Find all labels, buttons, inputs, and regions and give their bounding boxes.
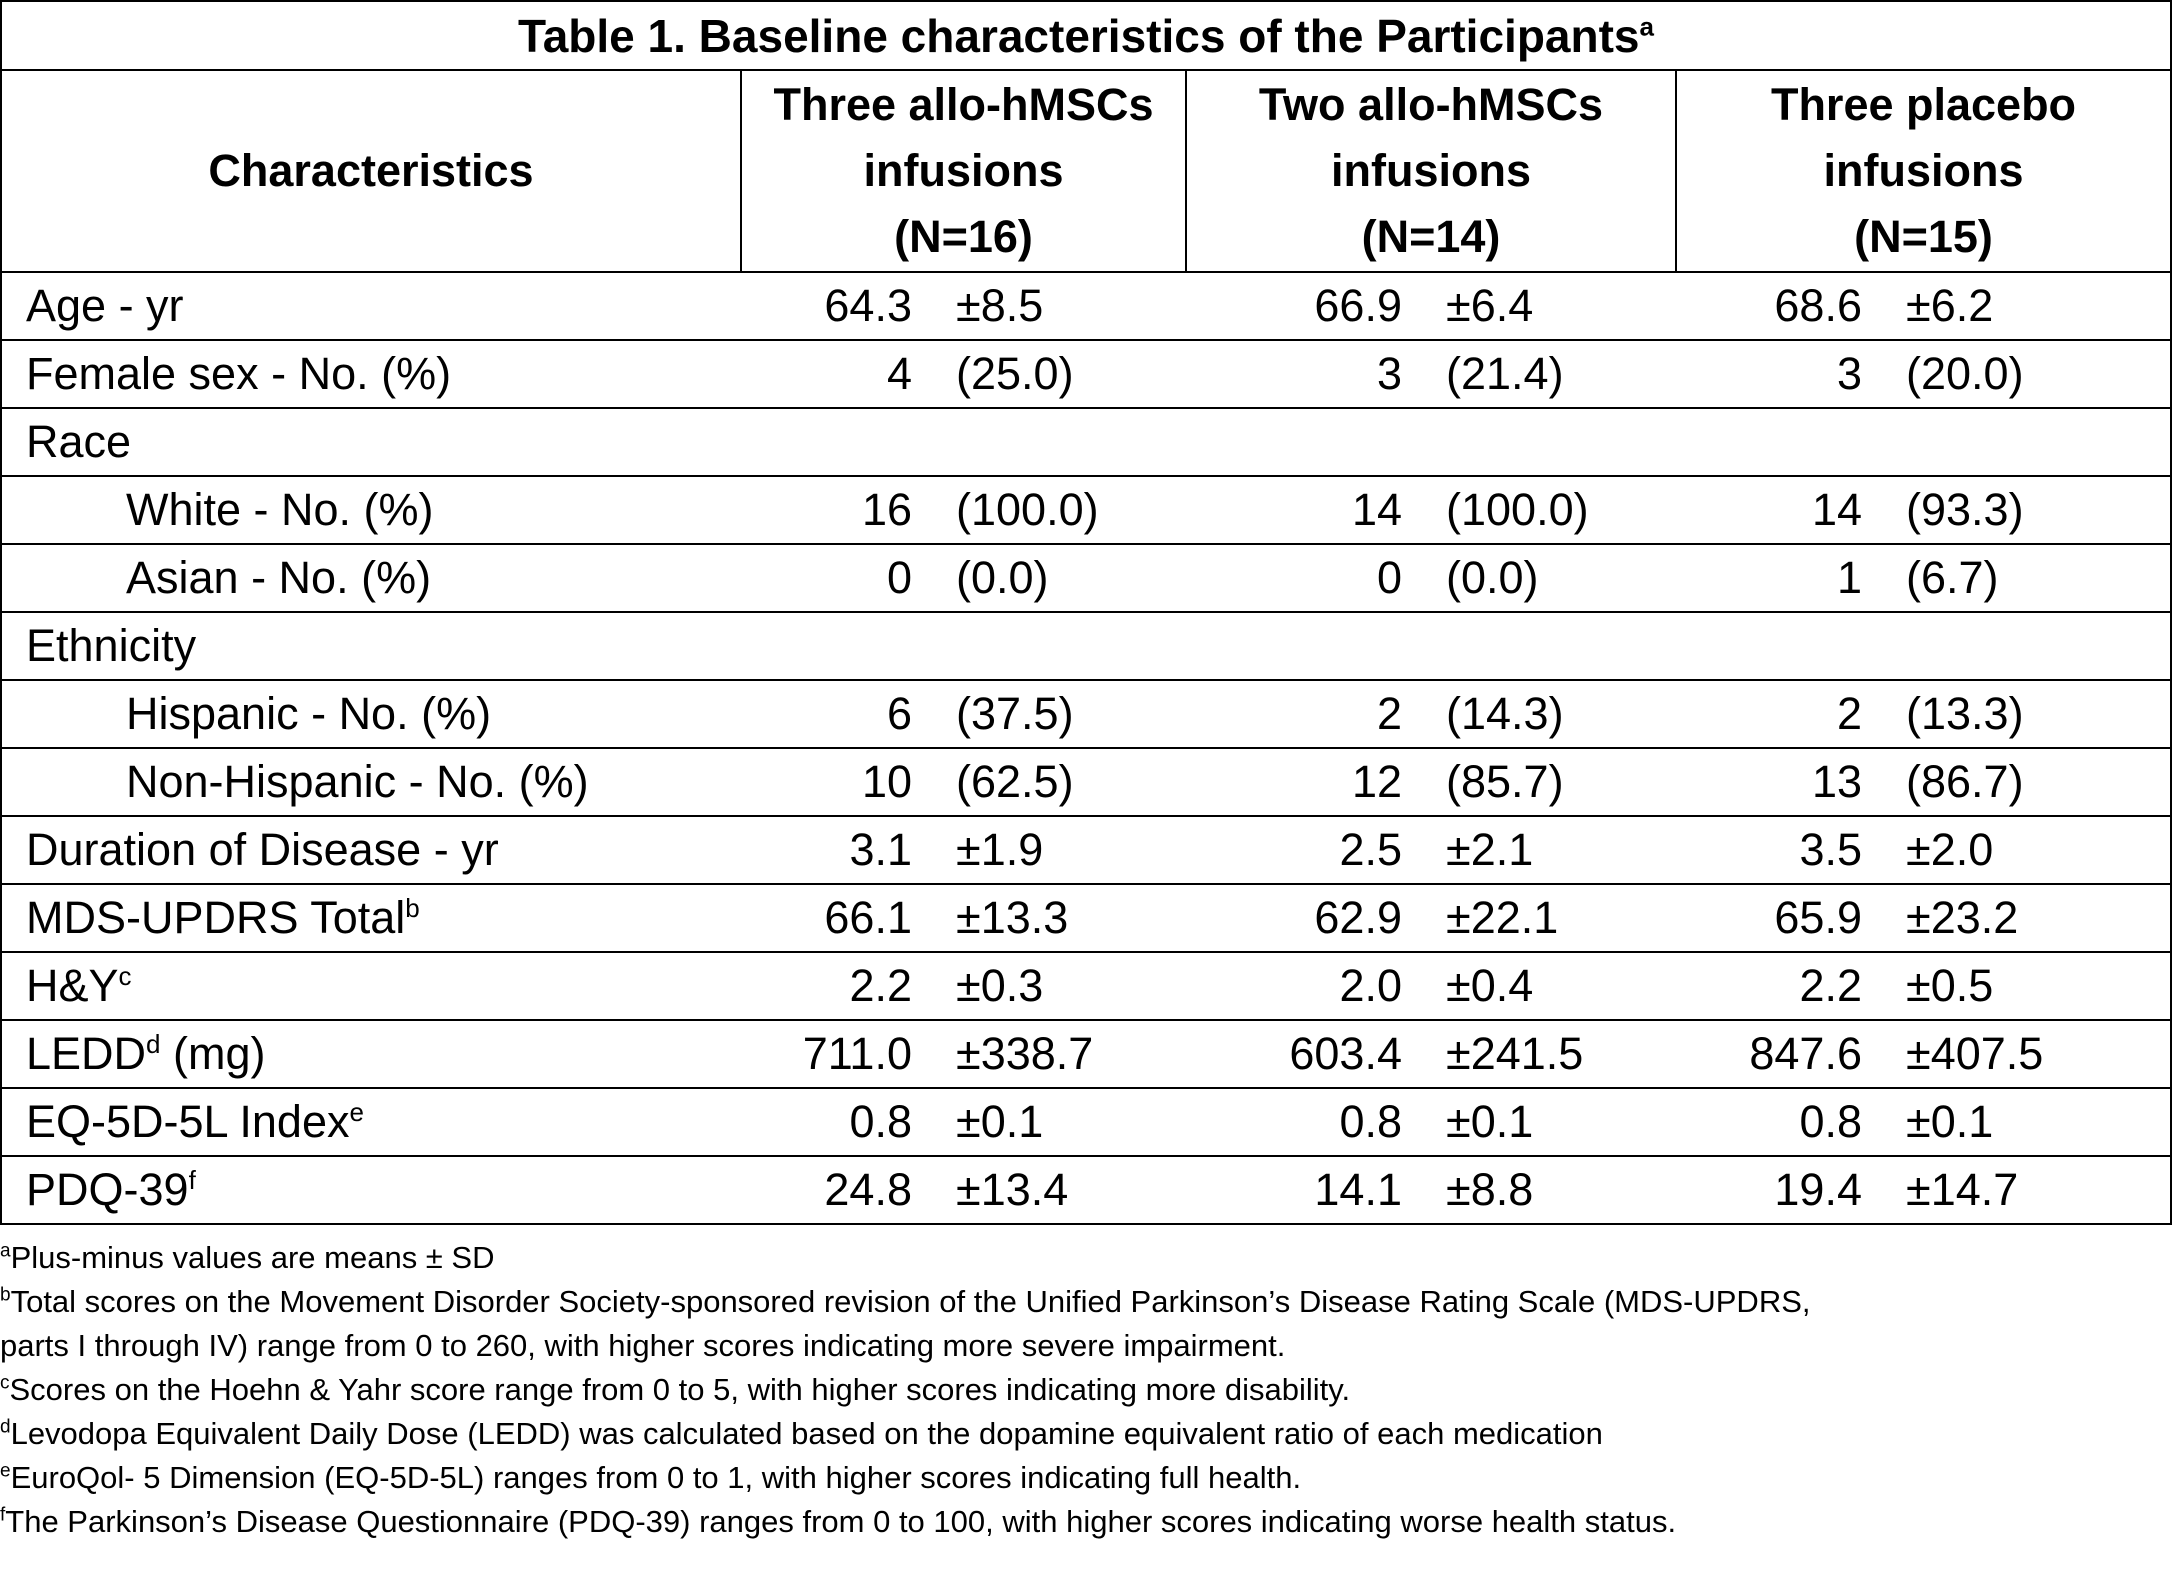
cell-value: 14 (1186, 476, 1446, 544)
cell-dispersion: ±14.7 (1906, 1156, 2171, 1224)
cell-dispersion: ±0.4 (1446, 952, 1676, 1020)
title-footnote-mark: a (1639, 11, 1654, 42)
table-row (1, 952, 2171, 1020)
cell-dispersion (956, 612, 1186, 680)
header-group-n: (N=15) (1854, 211, 1993, 262)
footnote-mark: a (0, 1240, 11, 1262)
row-label-suffix: (mg) (160, 1028, 266, 1079)
cell-value: 62.9 (1186, 884, 1446, 952)
cell-dispersion: ±13.4 (956, 1156, 1186, 1224)
cell-dispersion: ±8.5 (956, 272, 1186, 340)
cell-dispersion: ±1.9 (956, 816, 1186, 884)
cell-value: 1 (1676, 544, 1906, 612)
footnote-text: The Parkinson’s Disease Questionnaire (PDQ-39) ranges from 0 to 100, with higher scores indicating worse health status. (5, 1504, 1677, 1539)
footnote-mark: d (0, 1416, 11, 1438)
row-label (1, 408, 741, 476)
cell-value: 66.9 (1186, 272, 1446, 340)
cell-dispersion: (62.5) (956, 748, 1186, 816)
cell-dispersion (1906, 408, 2171, 476)
cell-dispersion: ±338.7 (956, 1020, 1186, 1088)
cell-value: 2.5 (1186, 816, 1446, 884)
header-group-line: Three allo-hMSCs (773, 79, 1154, 130)
table-row (1, 340, 2171, 408)
cell-value: 16 (741, 476, 956, 544)
cell-dispersion: ±0.1 (1906, 1088, 2171, 1156)
header-group-line: Two allo-hMSCs (1258, 79, 1604, 130)
table-row (1, 612, 2171, 680)
cell-value: 2.2 (741, 952, 956, 1020)
cell-value: 0.8 (1676, 1088, 1906, 1156)
header-group-three-allo (741, 70, 1186, 272)
footnote-mark: c (0, 1372, 10, 1394)
cell-dispersion: ±23.2 (1906, 884, 2171, 952)
row-label (1, 952, 741, 1020)
cell-dispersion: ±0.3 (956, 952, 1186, 1020)
cell-dispersion: ±2.0 (1906, 816, 2171, 884)
cell-value: 4 (741, 340, 956, 408)
row-label (1, 476, 741, 544)
cell-value: 10 (741, 748, 956, 816)
cell-dispersion: ±2.1 (1446, 816, 1676, 884)
cell-value: 0 (741, 544, 956, 612)
cell-value: 3.1 (741, 816, 956, 884)
header-characteristics (1, 70, 741, 272)
row-footnote-mark: b (405, 893, 420, 923)
row-label-text: Hispanic - No. (%) (126, 688, 492, 739)
row-label (1, 680, 741, 748)
table-title (1, 1, 2171, 70)
table-row (1, 680, 2171, 748)
cell-dispersion: ±0.1 (1446, 1088, 1676, 1156)
footnote (0, 1324, 2173, 1368)
cell-value (741, 408, 956, 476)
footnote-mark: b (0, 1284, 11, 1306)
cell-dispersion: (20.0) (1906, 340, 2171, 408)
cell-dispersion: ±407.5 (1906, 1020, 2171, 1088)
cell-value: 711.0 (741, 1020, 956, 1088)
cell-dispersion: ±241.5 (1446, 1020, 1676, 1088)
footnote (0, 1280, 2173, 1324)
row-label (1, 612, 741, 680)
cell-dispersion: (37.5) (956, 680, 1186, 748)
footnote (0, 1368, 2173, 1412)
table-row (1, 1020, 2171, 1088)
row-footnote-mark: f (188, 1165, 196, 1195)
cell-value: 19.4 (1676, 1156, 1906, 1224)
footnote-text: Plus-minus values are means ± SD (10, 1240, 495, 1275)
row-label-text: Ethnicity (26, 620, 197, 671)
cell-value: 2.2 (1676, 952, 1906, 1020)
row-footnote-mark: d (146, 1029, 161, 1059)
cell-value: 847.6 (1676, 1020, 1906, 1088)
row-label-text: Duration of Disease - yr (26, 824, 499, 875)
row-label (1, 272, 741, 340)
header-group-n: (N=14) (1361, 211, 1501, 262)
row-label (1, 816, 741, 884)
row-label (1, 340, 741, 408)
header-group-line: infusions (1331, 145, 1531, 196)
footnote-text: Total scores on the Movement Disorder Society-sponsored revision of the Unified Parkinson’s Disease Rating Scale (MDS-UPDRS, (10, 1284, 1811, 1319)
table-row (1, 476, 2171, 544)
cell-dispersion: (86.7) (1906, 748, 2171, 816)
cell-dispersion: ±13.3 (956, 884, 1186, 952)
table-row (1, 748, 2171, 816)
row-label-text: MDS-UPDRS Total (26, 892, 406, 943)
footnote-text: Levodopa Equivalent Daily Dose (LEDD) was calculated based on the dopamine equivalent ratio of each medication (10, 1416, 1603, 1451)
table-row (1, 816, 2171, 884)
cell-value: 13 (1676, 748, 1906, 816)
row-label-text: Asian - No. (%) (126, 552, 432, 603)
row-label (1, 1020, 741, 1088)
header-group-line: Three placebo (1770, 79, 2077, 130)
cell-dispersion: (93.3) (1906, 476, 2171, 544)
footnotes (0, 1236, 2173, 1544)
cell-dispersion: (100.0) (956, 476, 1186, 544)
cell-value: 3.5 (1676, 816, 1906, 884)
table-row (1, 1088, 2171, 1156)
cell-value: 12 (1186, 748, 1446, 816)
cell-value: 0 (1186, 544, 1446, 612)
row-label (1, 1156, 741, 1224)
footnote-text: parts I through IV) range from 0 to 260, with higher scores indicating more severe impairment. (0, 1328, 1286, 1363)
footnote (0, 1500, 2173, 1544)
footnote (0, 1236, 2173, 1280)
cell-value: 3 (1186, 340, 1446, 408)
cell-value: 0.8 (1186, 1088, 1446, 1156)
row-label-text: Non-Hispanic - No. (%) (126, 756, 589, 807)
cell-value: 2 (1186, 680, 1446, 748)
cell-value: 24.8 (741, 1156, 956, 1224)
cell-value: 3 (1676, 340, 1906, 408)
cell-value: 14.1 (1186, 1156, 1446, 1224)
table-row (1, 544, 2171, 612)
row-label (1, 544, 741, 612)
row-label-text: H&Y (26, 960, 119, 1011)
cell-dispersion (1906, 612, 2171, 680)
cell-value (1186, 612, 1446, 680)
row-label (1, 1088, 741, 1156)
row-label (1, 748, 741, 816)
footnote (0, 1412, 2173, 1456)
cell-value: 14 (1676, 476, 1906, 544)
row-label-text: PDQ-39 (26, 1164, 189, 1215)
table-row (1, 1156, 2171, 1224)
cell-value: 2 (1676, 680, 1906, 748)
cell-dispersion: ±6.4 (1446, 272, 1676, 340)
cell-value: 66.1 (741, 884, 956, 952)
cell-dispersion: (0.0) (1446, 544, 1676, 612)
header-group-n: (N=16) (894, 211, 1033, 262)
cell-dispersion: (0.0) (956, 544, 1186, 612)
cell-value (1676, 612, 1906, 680)
cell-value: 65.9 (1676, 884, 1906, 952)
cell-value: 0.8 (741, 1088, 956, 1156)
table-row (1, 408, 2171, 476)
row-label-text: LEDD (26, 1028, 147, 1079)
cell-value: 68.6 (1676, 272, 1906, 340)
table-row (1, 884, 2171, 952)
cell-dispersion: ±22.1 (1446, 884, 1676, 952)
row-label-text: Female sex - No. (%) (26, 348, 452, 399)
table-title-text: Table 1. Baseline characteristics of the Participants (518, 9, 1640, 62)
cell-value: 603.4 (1186, 1020, 1446, 1088)
footnote-mark: f (0, 1504, 6, 1526)
cell-dispersion (1446, 612, 1676, 680)
header-group-line: infusions (1823, 145, 2024, 196)
cell-dispersion: ±8.8 (1446, 1156, 1676, 1224)
cell-value (1186, 408, 1446, 476)
cell-dispersion: ±0.1 (956, 1088, 1186, 1156)
row-label-text: EQ-5D-5L Index (26, 1096, 350, 1147)
row-label-text: White - No. (%) (126, 484, 434, 535)
row-label-text: Race (26, 416, 132, 467)
cell-dispersion: (100.0) (1446, 476, 1676, 544)
cell-dispersion: (25.0) (956, 340, 1186, 408)
cell-dispersion: ±0.5 (1906, 952, 2171, 1020)
cell-dispersion (1446, 408, 1676, 476)
cell-dispersion: (14.3) (1446, 680, 1676, 748)
row-label (1, 884, 741, 952)
cell-value: 6 (741, 680, 956, 748)
cell-dispersion: (6.7) (1906, 544, 2171, 612)
row-label-text: Age - yr (26, 280, 184, 331)
cell-value (1676, 408, 1906, 476)
cell-value (741, 612, 956, 680)
cell-dispersion: ±6.2 (1906, 272, 2171, 340)
row-footnote-mark: c (118, 961, 132, 991)
footnote (0, 1456, 2173, 1500)
table-row (1, 272, 2171, 340)
header-characteristics-label: Characteristics (208, 145, 534, 196)
cell-dispersion: (21.4) (1446, 340, 1676, 408)
cell-value: 2.0 (1186, 952, 1446, 1020)
footnote-text: Scores on the Hoehn & Yahr score range from 0 to 5, with higher scores indicating more disability. (9, 1372, 1351, 1407)
cell-dispersion (956, 408, 1186, 476)
header-group-line: infusions (863, 145, 1064, 196)
footnote-text: EuroQol- 5 Dimension (EQ-5D-5L) ranges from 0 to 1, with higher scores indicating full health. (10, 1460, 1302, 1495)
row-footnote-mark: e (349, 1097, 364, 1127)
cell-dispersion: (13.3) (1906, 680, 2171, 748)
header-group-two-allo (1186, 70, 1676, 272)
header-group-placebo (1676, 70, 2171, 272)
cell-dispersion: (85.7) (1446, 748, 1676, 816)
cell-value: 64.3 (741, 272, 956, 340)
footnote-mark: e (0, 1460, 11, 1482)
